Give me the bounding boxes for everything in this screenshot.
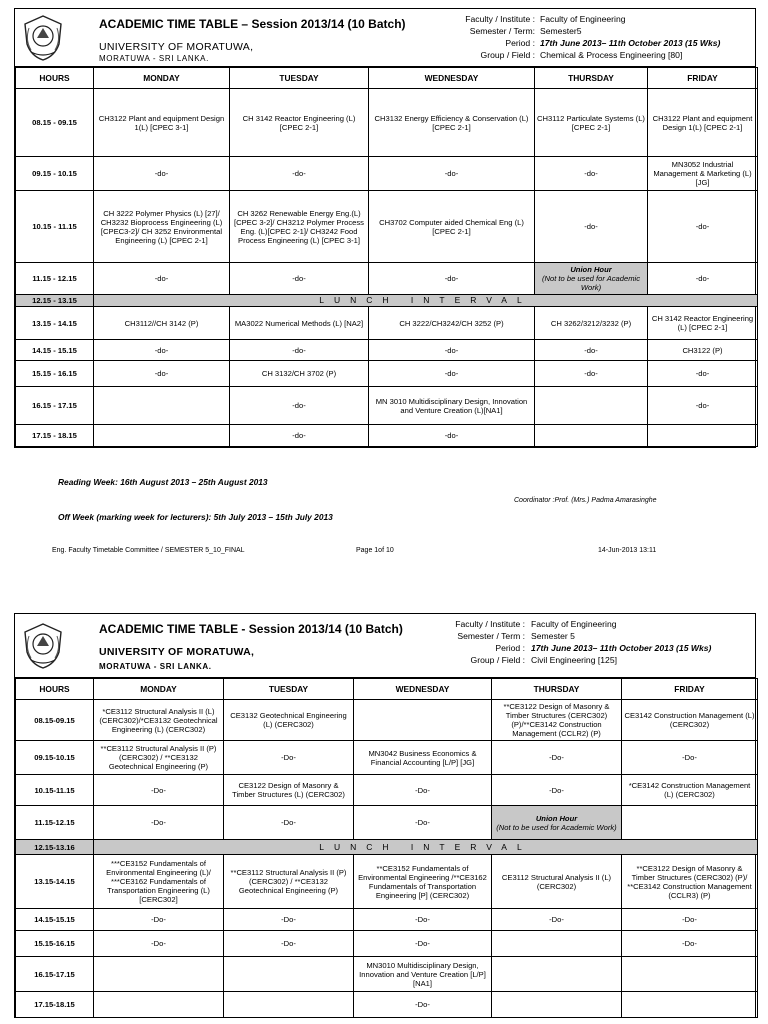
schedule-cell — [224, 992, 354, 1018]
university-name: UNIVERSITY OF MORATUWA, — [99, 41, 254, 53]
schedule-cell: CH 3222 Polymer Physics (L) [27]/ CH3232 Bioprocess Engineering (L)[CPEC3-2]/ CH 3252 Environmental Engineering (L) [CPEC 2-1] — [94, 191, 230, 263]
schedule-cell — [224, 957, 354, 992]
column-header-thursday: THURSDAY — [535, 68, 648, 89]
hour-cell: 17.15 - 18.15 — [16, 425, 94, 447]
schedule-cell: -do- — [535, 361, 648, 387]
hour-cell: 14.15 - 15.15 — [16, 340, 94, 361]
schedule-cell: -do- — [94, 157, 230, 191]
schedule-cell: *CE3142 Construction Management (L) (CERC302) — [622, 775, 758, 806]
schedule-cell — [535, 425, 648, 447]
schedule-cell: -Do- — [354, 992, 492, 1018]
schedule-cell: MN3010 Multidisciplinary Design, Innovation and Venture Creation [L/P] [NA1] — [354, 957, 492, 992]
union-hour-cell — [492, 806, 622, 840]
table-row — [16, 425, 758, 447]
schedule-cell: -do- — [230, 157, 369, 191]
schedule-cell — [94, 425, 230, 447]
schedule-cell: CH 3262 Renewable Energy Eng.(L) [CPEC 3-2]/ CH3212 Polymer Process Eng. (L)[CPEC 2-1]/ CH3242 Food Process Engineering (L) [CPEC 3-1] — [230, 191, 369, 263]
schedule-cell: -Do- — [94, 931, 224, 957]
meta-value-faculty: Faculty of Engineering — [531, 619, 617, 629]
meta-label-group: Group / Field : — [480, 50, 535, 60]
hour-cell: 08.15-09.15 — [16, 700, 94, 741]
schedule-cell: MN 3010 Multidisciplinary Design, Innovation and Venture Creation (L)[NA1] — [369, 387, 535, 425]
schedule-cell: -do- — [535, 191, 648, 263]
schedule-cell: -do- — [230, 263, 369, 295]
hour-cell: 17.15-18.15 — [16, 992, 94, 1018]
schedule-cell — [354, 700, 492, 741]
table-row — [16, 191, 758, 263]
schedule-cell: -do- — [94, 361, 230, 387]
union-hour-note: (Not to be used for Academic Work) — [541, 274, 641, 292]
schedule-cell: CH3122 (P) — [648, 340, 758, 361]
schedule-cell: MN3052 Industrial Management & Marketing (L) [JG] — [648, 157, 758, 191]
schedule-cell: CH 3132/CH 3702 (P) — [230, 361, 369, 387]
schedule-cell: -do- — [94, 340, 230, 361]
schedule-cell: **CE3122 Design of Masonry & Timber Structures (CERC302) (P)/**CE3142 Construction Management (CCLR2) (P) — [492, 700, 622, 741]
column-header-wednesday: WEDNESDAY — [369, 68, 535, 89]
schedule-cell: -Do- — [94, 806, 224, 840]
schedule-cell: CE3122 Design of Masonry & Timber Structures (L) (CERC302) — [224, 775, 354, 806]
column-header-friday: FRIDAY — [648, 68, 758, 89]
hour-cell: 10.15 - 11.15 — [16, 191, 94, 263]
schedule-cell: -do- — [230, 340, 369, 361]
hour-cell: 16.15 - 17.15 — [16, 387, 94, 425]
schedule-cell: -Do- — [224, 741, 354, 775]
hour-cell: 11.15 - 12.15 — [16, 263, 94, 295]
hour-cell: 15.15-16.15 — [16, 931, 94, 957]
schedule-cell — [492, 957, 622, 992]
schedule-cell — [94, 957, 224, 992]
footer-date: 14-Jun-2013 13:11 — [598, 547, 657, 554]
column-header-tuesday: TUESDAY — [230, 68, 369, 89]
schedule-cell: -do- — [369, 263, 535, 295]
schedule-cell: -do- — [369, 157, 535, 191]
union-hour-cell — [535, 263, 648, 295]
meta-label-period: Period : — [495, 643, 525, 653]
schedule-cell: MN3042 Business Economics & Financial Accounting [L/P] [JG] — [354, 741, 492, 775]
union-hour-title: Union Hour — [570, 265, 612, 274]
meta-value-group: Chemical & Process Engineering [80] — [540, 50, 683, 60]
coordinator-note: Coordinator :Prof. (Mrs.) Padma Amarasinghe — [514, 497, 657, 504]
schedule-cell: -do- — [648, 361, 758, 387]
table-row — [16, 775, 758, 806]
schedule-cell: -Do- — [622, 741, 758, 775]
schedule-cell: -Do- — [224, 909, 354, 931]
meta-value-period: 17th June 2013– 11th October 2013 (15 Wks) — [531, 643, 712, 653]
meta-value-period: 17th June 2013– 11th October 2013 (15 Wks) — [540, 38, 721, 48]
schedule-cell: -Do- — [492, 741, 622, 775]
schedule-cell: CE3132 Geotechnical Engineering (L) (CERC302) — [224, 700, 354, 741]
schedule-cell: *CE3112 Structural Analysis II (L) (CERC302)/*CE3132 Geotechnical Engineering (L) (CERC302) — [94, 700, 224, 741]
schedule-cell: -Do- — [224, 806, 354, 840]
university-crest-icon — [21, 14, 65, 62]
schedule-cell: CH 3262/3212/3232 (P) — [535, 307, 648, 340]
schedule-cell — [492, 931, 622, 957]
timetable-sheet-civil — [14, 613, 756, 1018]
schedule-cell: -Do- — [622, 909, 758, 931]
timetable-sheet-chemical — [14, 8, 756, 448]
table-row — [16, 157, 758, 191]
table-row — [16, 957, 758, 992]
meta-label-faculty: Faculty / Institute : — [465, 14, 535, 24]
off-week-note: Off Week (marking week for lecturers): 5th July 2013 – 15th July 2013 — [58, 512, 333, 522]
sheet-title: ACADEMIC TIME TABLE – Session 2013/14 (10 Batch) — [99, 17, 406, 31]
schedule-cell — [94, 992, 224, 1018]
schedule-cell: -do- — [369, 425, 535, 447]
table-row — [16, 387, 758, 425]
table-row — [16, 361, 758, 387]
table-row — [16, 741, 758, 775]
meta-value-faculty: Faculty of Engineering — [540, 14, 626, 24]
table-row — [16, 855, 758, 909]
schedule-cell: CH3702 Computer aided Chemical Eng (L) [CPEC 2-1] — [369, 191, 535, 263]
schedule-cell: -Do- — [492, 775, 622, 806]
column-header-monday: MONDAY — [94, 679, 224, 700]
schedule-cell: CH3132 Energy Efficiency & Conservation (L) [CPEC 2-1] — [369, 89, 535, 157]
union-hour-title: Union Hour — [535, 813, 578, 823]
column-header-tuesday: TUESDAY — [224, 679, 354, 700]
schedule-cell: -Do- — [94, 909, 224, 931]
column-header-thursday: THURSDAY — [492, 679, 622, 700]
meta-label-faculty: Faculty / Institute : — [455, 619, 525, 629]
table-row — [16, 89, 758, 157]
table-row — [16, 931, 758, 957]
schedule-cell: ***CE3152 Fundamentals of Environmental Engineering (L)/ ***CE3162 Fundamentals of Transportation Engineering (L) [CERC302] — [94, 855, 224, 909]
sheet-title: ACADEMIC TIME TABLE - Session 2013/14 (10 Batch) — [99, 622, 403, 636]
schedule-cell: MA3022 Numerical Methods (L) [NA2] — [230, 307, 369, 340]
schedule-cell: -Do- — [354, 775, 492, 806]
hour-cell: 09.15 - 10.15 — [16, 157, 94, 191]
hour-cell: 15.15 - 16.15 — [16, 361, 94, 387]
hour-cell: 13.15 - 14.15 — [16, 307, 94, 340]
university-name: UNIVERSITY OF MORATUWA, — [99, 646, 255, 658]
schedule-cell: -do- — [648, 191, 758, 263]
university-city: MORATUWA - SRI LANKA. — [99, 54, 209, 63]
schedule-cell — [622, 806, 758, 840]
hour-cell: 14.15-15.15 — [16, 909, 94, 931]
meta-label-semester: Semester / Term: — [469, 26, 535, 36]
schedule-cell: -Do- — [622, 931, 758, 957]
timetable-grid — [15, 678, 758, 1018]
schedule-cell: CH3112//CH 3142 (P) — [94, 307, 230, 340]
footer-committee: Eng. Faculty Timetable Committee / SEMESTER 5_10_FINAL — [52, 547, 245, 554]
schedule-cell: CH3122 Plant and equipment Design 1(L) [CPEC 2-1] — [648, 89, 758, 157]
schedule-cell: -Do- — [354, 909, 492, 931]
schedule-cell: **CE3122 Design of Masonry & Timber Structures (CERC302) (P)/ **CE3142 Construction Management (CCLR3) (P) — [622, 855, 758, 909]
reading-week-note: Reading Week: 16th August 2013 – 25th August 2013 — [58, 477, 268, 487]
university-city: MORATUWA - SRI LANKA. — [99, 662, 212, 671]
union-hour-note: (Not to be used for Academic Work) — [496, 822, 617, 832]
hour-cell: 13.15-14.15 — [16, 855, 94, 909]
hour-cell: 12.15-13.16 — [16, 840, 94, 855]
table-row — [16, 307, 758, 340]
table-row — [16, 909, 758, 931]
schedule-cell — [492, 992, 622, 1018]
column-header-wednesday: WEDNESDAY — [354, 679, 492, 700]
schedule-cell: -do- — [648, 263, 758, 295]
schedule-cell: -do- — [94, 263, 230, 295]
schedule-cell: CH 3142 Reactor Engineering (L) [CPEC 2-1] — [230, 89, 369, 157]
meta-label-period: Period : — [505, 38, 535, 48]
sheet-header — [15, 9, 755, 67]
schedule-cell: -Do- — [354, 931, 492, 957]
schedule-cell: -do- — [535, 157, 648, 191]
lunch-interval: LUNCH INTERVAL — [94, 295, 758, 307]
schedule-cell: -do- — [230, 425, 369, 447]
column-header-hours: HOURS — [16, 68, 94, 89]
column-header-monday: MONDAY — [94, 68, 230, 89]
schedule-cell — [622, 957, 758, 992]
schedule-cell: CH3112 Particulate Systems (L) [CPEC 2-1] — [535, 89, 648, 157]
schedule-cell: CE3142 Construction Management (L) (CERC302) — [622, 700, 758, 741]
meta-value-group: Civil Engineering [125] — [531, 655, 617, 665]
schedule-cell: -Do- — [94, 775, 224, 806]
schedule-cell: CH 3222/CH3242/CH 3252 (P) — [369, 307, 535, 340]
lunch-interval: LUNCH INTERVAL — [94, 840, 758, 855]
column-header-friday: FRIDAY — [622, 679, 758, 700]
schedule-cell: CH3122 Plant and equipment Design 1(L) [CPEC 3-1] — [94, 89, 230, 157]
schedule-cell — [94, 387, 230, 425]
schedule-cell: **CE3152 Fundamentals of Environmental Engineering /**CE3162 Fundamentals of Transportation Engineering [P] (CERC302) — [354, 855, 492, 909]
hour-cell: 08.15 - 09.15 — [16, 89, 94, 157]
footer-page: Page 1of 10 — [356, 547, 394, 554]
sheet-header — [15, 614, 755, 678]
schedule-cell — [535, 387, 648, 425]
schedule-cell: -Do- — [224, 931, 354, 957]
schedule-cell: **CE3112 Structural Analysis II (P) (CERC302) / **CE3132 Geotechnical Engineering (P) — [224, 855, 354, 909]
hour-cell: 11.15-12.15 — [16, 806, 94, 840]
schedule-cell: -do- — [369, 361, 535, 387]
schedule-cell — [648, 425, 758, 447]
schedule-cell: -do- — [230, 387, 369, 425]
schedule-cell: -do- — [535, 340, 648, 361]
table-row — [16, 840, 758, 855]
meta-value-semester: Semester5 — [540, 26, 582, 36]
hour-cell: 10.15-11.15 — [16, 775, 94, 806]
table-row — [16, 992, 758, 1018]
table-row — [16, 806, 758, 840]
meta-label-group: Group / Field : — [470, 655, 525, 665]
schedule-cell: -Do- — [492, 909, 622, 931]
table-row — [16, 340, 758, 361]
table-row — [16, 700, 758, 741]
column-header-hours: HOURS — [16, 679, 94, 700]
hour-cell: 16.15-17.15 — [16, 957, 94, 992]
hour-cell: 09.15-10.15 — [16, 741, 94, 775]
university-crest-icon — [21, 622, 65, 670]
timetable-grid — [15, 67, 758, 447]
schedule-cell: -Do- — [354, 806, 492, 840]
meta-value-semester: Semester 5 — [531, 631, 575, 641]
schedule-cell: **CE3112 Structural Analysis II (P) (CERC302) / **CE3132 Geotechnical Engineering (P) — [94, 741, 224, 775]
table-row — [16, 263, 758, 295]
meta-label-semester: Semester / Term : — [457, 631, 525, 641]
hour-cell: 12.15 - 13.15 — [16, 295, 94, 307]
schedule-cell: -do- — [369, 340, 535, 361]
schedule-cell: CH 3142 Reactor Engineering (L) [CPEC 2-1] — [648, 307, 758, 340]
schedule-cell: CE3112 Structural Analysis II (L) (CERC302) — [492, 855, 622, 909]
schedule-cell: -do- — [648, 387, 758, 425]
schedule-cell — [622, 992, 758, 1018]
table-row — [16, 295, 758, 307]
